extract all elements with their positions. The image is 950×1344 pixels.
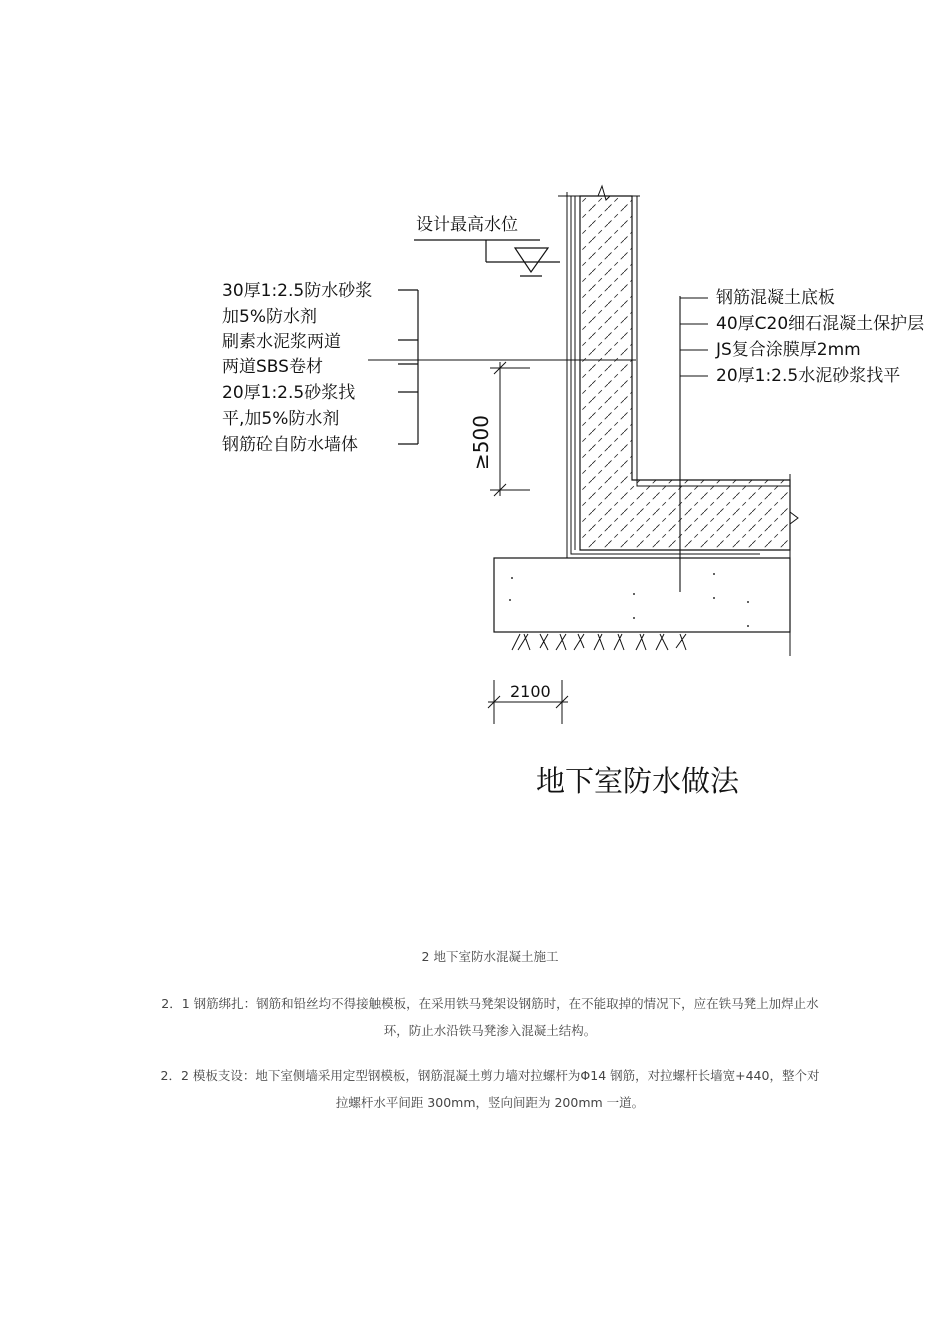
soil-hatch (512, 634, 686, 650)
right-callout-2: 40厚C20细石混凝土保护层 (716, 314, 925, 334)
right-callout-3: JS复合涂膜厚2mm (716, 340, 861, 360)
right-break-mark (790, 474, 798, 656)
left-callout-2: 加5%防水剂 (222, 307, 317, 327)
left-callout-5: 20厚1:2.5砂浆找 (222, 383, 356, 403)
section-heading: 2 地下室防水混凝土施工 (421, 949, 559, 964)
right-callout-4: 20厚1:2.5水泥砂浆找平 (716, 366, 901, 386)
paragraph-formwork: 2．2 模板支设：地下室侧墙采用定型钢模板，钢筋混凝土剪力墙对拉螺杆为Φ14 钢筋，对拉螺杆长墙宽+440，整个对拉螺杆水平间距 300mm，竖向间距为 200mm 一道。 (160, 1068, 820, 1110)
left-callout-3: 刷素水泥浆两道 (222, 332, 341, 352)
water-level-label: 设计最高水位 (416, 215, 518, 235)
left-callout-bracket (398, 290, 418, 444)
width-dimension-label: 2100 (510, 682, 551, 701)
height-dimension-label: ≥500 (469, 415, 493, 470)
paragraph-rebar-binding: 2．1 钢筋绑扎：钢筋和铅丝均不得接触模板，在采用铁马凳架设钢筋时，在不能取掉的情况下，应在铁马凳上加焊止水环，防止水沿铁马凳渗入混凝土结构。 (161, 996, 819, 1038)
figure-caption: 地下室防水做法 (536, 764, 740, 798)
left-callout-7: 钢筋砼自防水墙体 (222, 435, 358, 455)
left-callout-1: 30厚1:2.5防水砂浆 (222, 281, 373, 301)
base-cushion (494, 558, 790, 632)
left-callout-6: 平,加5%防水剂 (222, 409, 340, 429)
height-dimension (490, 362, 530, 496)
left-callout-4: 两道SBS卷材 (222, 357, 323, 377)
right-callout-1: 钢筋混凝土底板 (716, 288, 835, 308)
water-level-symbol (414, 240, 560, 276)
